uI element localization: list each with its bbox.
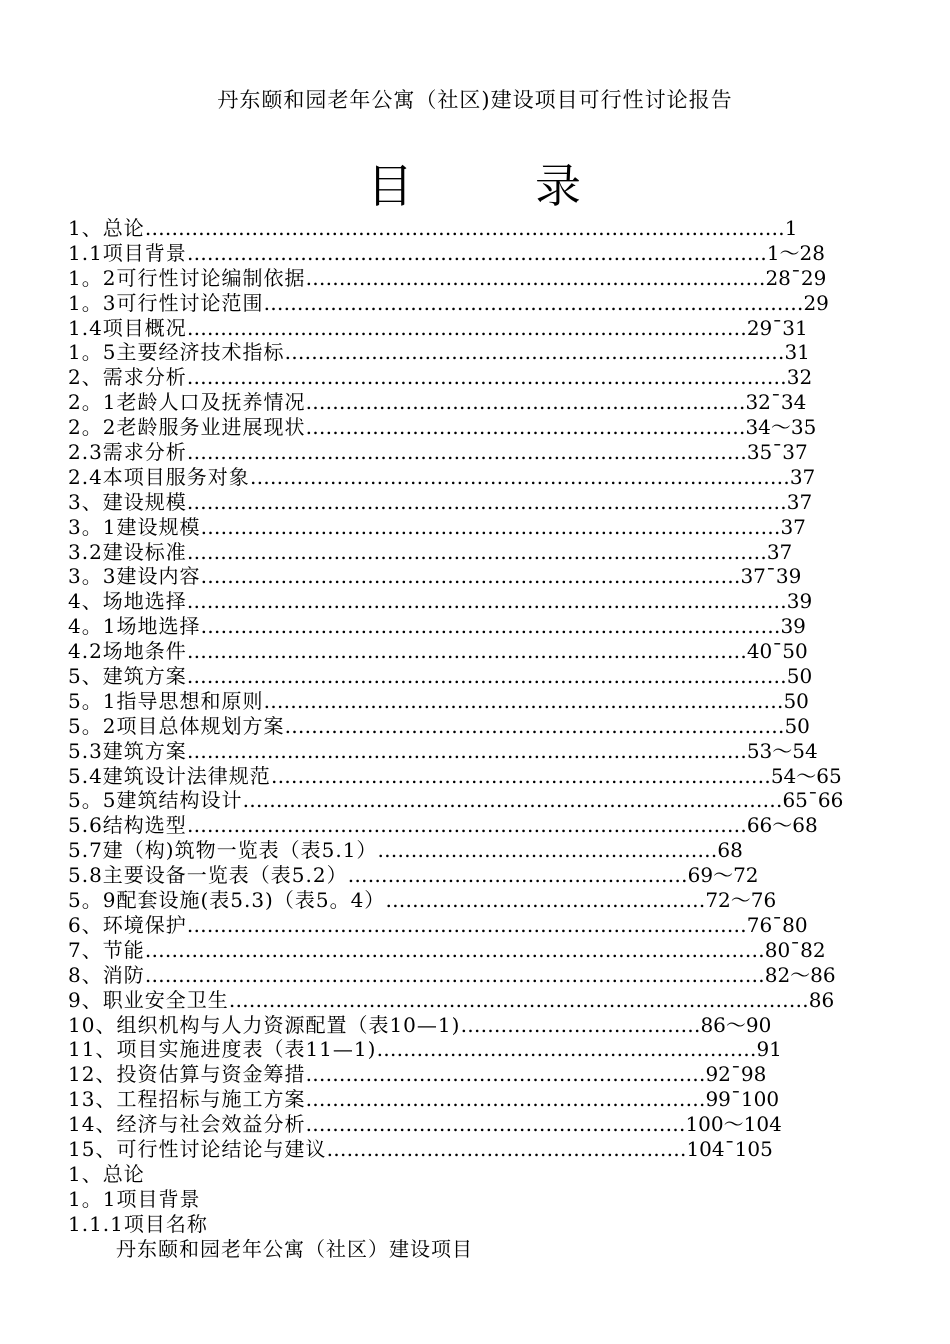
toc-entry-leader: ………………………………………………………………… bbox=[270, 763, 771, 788]
toc-entry[interactable] bbox=[68, 738, 818, 764]
toc-entry[interactable] bbox=[68, 515, 808, 540]
toc-entry-page: 31 bbox=[784, 340, 810, 365]
toc-entry[interactable] bbox=[68, 1013, 808, 1038]
toc-entry-page: 37 bbox=[789, 464, 816, 489]
toc-entry-title: 10、组织机构与人力资源配置（表10—1) bbox=[68, 1012, 461, 1037]
toc-entry-page: 50 bbox=[786, 664, 813, 689]
toc-entry[interactable] bbox=[68, 763, 842, 789]
section-heading-1-1: 1。1项目背景 bbox=[68, 1186, 201, 1211]
toc-entry-title: 1、总论 bbox=[68, 216, 145, 240]
toc-entry-title: 3.2建设标准 bbox=[68, 539, 187, 564]
toc-entry-leader: ………………………………………………………………… bbox=[284, 340, 785, 365]
toc-entry[interactable] bbox=[68, 1112, 808, 1137]
toc-entry-page: 68 bbox=[717, 838, 743, 863]
toc-entry-title: 5、建筑方案 bbox=[68, 664, 187, 689]
toc-entry-page: 66～68 bbox=[746, 813, 818, 838]
toc-entry-title: 5.7建（构)筑物一览表（表5.1） bbox=[68, 838, 378, 863]
toc-entry-title: 1.1项目背景 bbox=[68, 240, 187, 265]
section-heading-1: 1、总论 bbox=[68, 1162, 145, 1186]
toc-entry[interactable] bbox=[68, 863, 808, 888]
toc-entry-leader: ……………………………………………………………………… bbox=[263, 290, 804, 315]
toc-entry-leader: ……………………………………………………………………………… bbox=[186, 664, 787, 689]
toc-entry[interactable] bbox=[68, 689, 808, 714]
toc-entry-page: 29 bbox=[803, 290, 829, 315]
toc-entry-leader: …………………………………………………………… bbox=[305, 265, 766, 290]
toc-entry-title: 3。3建设内容 bbox=[68, 564, 201, 589]
toc-entry[interactable] bbox=[68, 415, 817, 440]
toc-entry-leader: ………………………………………………………………………… bbox=[186, 813, 747, 838]
toc-entry-title: 4.2场地条件 bbox=[68, 639, 187, 664]
toc-entry[interactable] bbox=[68, 937, 826, 963]
toc-entry-page: 37 bbox=[780, 514, 806, 539]
toc-entry-leader: …………………………………………………………………………………… bbox=[144, 216, 785, 240]
toc-entry[interactable] bbox=[68, 464, 816, 490]
toc-entry-page: 104¯105 bbox=[686, 1136, 773, 1161]
toc-entry[interactable] bbox=[68, 838, 808, 863]
toc-entry-page: 86～90 bbox=[700, 1012, 772, 1037]
toc-entry-leader: ………………………………………………… bbox=[376, 1037, 757, 1062]
toc-entry-title: 2、需求分析 bbox=[68, 365, 187, 390]
toc-entry[interactable] bbox=[68, 1137, 808, 1162]
toc-entry-title: 9、职业安全卫生 bbox=[68, 987, 229, 1012]
toc-entry[interactable] bbox=[68, 489, 813, 515]
toc-entry-title: 6、环境保护 bbox=[68, 912, 187, 937]
toc-entry-page: 86 bbox=[808, 987, 835, 1012]
toc-entry[interactable] bbox=[68, 639, 808, 664]
toc-entry-leader: ………………………………………………………… bbox=[305, 415, 746, 440]
toc-title bbox=[0, 150, 950, 216]
toc-entry-page: 1～28 bbox=[766, 240, 825, 265]
toc-entry-page: 28¯29 bbox=[765, 265, 827, 290]
toc-entry-leader: ………………………………………………………………………… bbox=[186, 315, 747, 340]
toc-entry-leader: ……………………………………………………………………… bbox=[200, 564, 741, 589]
toc-entry-leader: ………………………………………… bbox=[385, 888, 706, 913]
toc-entry-leader: ………………………………………………………………………… bbox=[186, 738, 747, 763]
toc-entry-title: 5。2项目总体规划方案 bbox=[68, 713, 285, 738]
toc-entry[interactable] bbox=[68, 1087, 808, 1112]
toc-entry-page: 37¯39 bbox=[740, 564, 802, 589]
toc-entry-title: 1。5主要经济技术指标 bbox=[68, 340, 285, 365]
toc-entry-title: 2。2老龄服务业进展现状 bbox=[68, 415, 306, 440]
toc-entry[interactable] bbox=[68, 987, 835, 1013]
toc-entry-page: 65¯66 bbox=[782, 788, 844, 813]
toc-entry-leader: …………………………………………………… bbox=[305, 1087, 706, 1112]
toc-entry-page: 37 bbox=[766, 539, 793, 564]
toc-entry[interactable] bbox=[68, 240, 825, 266]
toc-entry-title: 2。1老龄人口及抚养情况 bbox=[68, 390, 306, 415]
toc-entry-title: 1。2可行性讨论编制依据 bbox=[68, 265, 306, 290]
toc-entry-page: 72～76 bbox=[705, 888, 777, 913]
toc-entry-page: 32¯34 bbox=[745, 390, 807, 415]
toc-entry[interactable] bbox=[68, 714, 808, 739]
toc-entry-page: 32 bbox=[786, 365, 813, 390]
toc-entry-leader: …………………………………………………………………………… bbox=[228, 987, 809, 1012]
toc-entry-title: 13、工程招标与施工方案 bbox=[68, 1087, 306, 1112]
toc-entry-title: 8、消防 bbox=[68, 962, 145, 987]
toc-entry[interactable] bbox=[68, 540, 808, 565]
toc-entry-title: 15、可行性讨论结论与建议 bbox=[68, 1136, 327, 1161]
toc-entry-leader: ………………………………………………………………………………… bbox=[144, 937, 765, 962]
toc-entry[interactable] bbox=[68, 913, 808, 938]
toc-entry[interactable] bbox=[68, 788, 844, 813]
toc-entry-title: 14、经济与社会效益分析 bbox=[68, 1112, 306, 1137]
toc-entry-leader: ………………………………………………… bbox=[305, 1112, 686, 1137]
toc-entry-title: 3、建设规模 bbox=[68, 489, 187, 514]
toc-entry-page: 53～54 bbox=[746, 738, 818, 763]
project-name-text: 丹东颐和园老年公寓（社区）建设项目 bbox=[116, 1236, 473, 1261]
toc-entry-title: 2.4本项目服务对象 bbox=[68, 464, 250, 489]
toc-entry[interactable] bbox=[68, 888, 808, 913]
toc-entry[interactable] bbox=[68, 1062, 808, 1087]
toc-title-char-1: 目 bbox=[367, 159, 415, 213]
toc-entry-title: 4。1场地选择 bbox=[68, 614, 201, 639]
toc-entry-leader: ……………………………… bbox=[460, 1012, 701, 1037]
toc-entry-page: 100～104 bbox=[685, 1112, 782, 1137]
toc-entry[interactable] bbox=[68, 564, 808, 589]
table-of-contents bbox=[68, 216, 844, 1162]
toc-entry-page: 35¯37 bbox=[746, 440, 808, 465]
toc-entry-title: 1。3可行性讨论范围 bbox=[68, 290, 264, 315]
document-header: 丹东颐和园老年公寓（社区)建设项目可行性讨论报告 bbox=[217, 88, 733, 112]
toc-entry-leader: ………………………………………………………………… bbox=[284, 713, 785, 738]
toc-entry[interactable] bbox=[68, 614, 808, 639]
toc-entry-leader: ………………………………………………………… bbox=[305, 390, 746, 415]
toc-entry-page: 40¯50 bbox=[746, 639, 808, 664]
toc-entry-title: 5.8主要设备一览表（表5.2） bbox=[68, 863, 348, 888]
toc-entry-leader: …………………………………………………… bbox=[305, 1062, 706, 1087]
toc-entry-page: 39 bbox=[780, 614, 806, 639]
toc-entry-page: 34～35 bbox=[745, 415, 817, 440]
toc-entry-title: 5。9配套设施(表5.3)（表5。4） bbox=[68, 888, 386, 913]
toc-entry-title: 5.3建筑方案 bbox=[68, 738, 187, 763]
section-heading-1-1-1: 1.1.1项目名称 bbox=[68, 1211, 208, 1236]
toc-entry[interactable] bbox=[68, 216, 808, 241]
toc-entry-title: 12、投资估算与资金筹措 bbox=[68, 1062, 306, 1087]
toc-entry-title: 5。5建筑结构设计 bbox=[68, 788, 243, 813]
toc-entry-page: 54～65 bbox=[770, 763, 842, 788]
toc-entry-leader: ………………………………………………………………………… bbox=[186, 440, 747, 465]
toc-entry[interactable] bbox=[68, 390, 808, 415]
toc-entry-leader: …………………………………………………………………………… bbox=[200, 514, 781, 539]
toc-entry-title: 11、项目实施进度表（表11—1) bbox=[68, 1037, 377, 1062]
toc-entry-leader: ……………………………………………… bbox=[326, 1136, 687, 1161]
toc-entry-title: 1.4项目概况 bbox=[68, 315, 187, 340]
toc-entry-leader: ……………………………………………………………………………… bbox=[186, 365, 787, 390]
toc-entry[interactable] bbox=[68, 664, 813, 689]
toc-entry-page: 37 bbox=[786, 489, 813, 514]
toc-entry-title: 5。1指导思想和原则 bbox=[68, 688, 264, 713]
toc-entry-leader: ……………………………………………………………………… bbox=[242, 788, 783, 813]
toc-entry-title: 3。1建设规模 bbox=[68, 514, 201, 539]
toc-entry-page: 29¯31 bbox=[746, 315, 808, 340]
toc-entry-page: 50 bbox=[783, 688, 809, 713]
toc-entry-title: 5.6结构选型 bbox=[68, 813, 187, 838]
toc-entry[interactable] bbox=[68, 589, 813, 614]
toc-entry-page: 82～86 bbox=[764, 962, 836, 987]
toc-entry-title: 4、场地选择 bbox=[68, 589, 187, 614]
toc-entry-page: 1 bbox=[784, 216, 798, 240]
toc-entry-leader: …………………………………………… bbox=[377, 838, 718, 863]
toc-entry-page: 91 bbox=[756, 1037, 782, 1062]
toc-entry-leader: ………………………………………………………………………………… bbox=[144, 962, 765, 987]
toc-entry[interactable] bbox=[68, 813, 818, 838]
toc-entry-page: 76¯80 bbox=[746, 912, 808, 937]
toc-entry[interactable] bbox=[68, 340, 808, 365]
toc-entry-page: 92¯98 bbox=[705, 1062, 767, 1087]
toc-entry-leader: ………………………………………………………………………… bbox=[186, 639, 747, 664]
toc-entry-page: 39 bbox=[786, 589, 813, 614]
toc-entry[interactable] bbox=[68, 1037, 808, 1062]
toc-entry-title: 5.4建筑设计法律规范 bbox=[68, 763, 271, 788]
toc-entry[interactable] bbox=[68, 962, 836, 988]
toc-entry[interactable] bbox=[68, 265, 827, 291]
toc-entry-leader: …………………………………………………………………………… bbox=[186, 539, 767, 564]
toc-entry-leader: ……………………………………………………………………………… bbox=[186, 489, 787, 514]
toc-entry[interactable] bbox=[68, 440, 808, 465]
toc-entry-leader: …………………………………………………………………………… bbox=[200, 614, 781, 639]
toc-entry-leader: …………………………………………………………………………… bbox=[186, 240, 767, 265]
toc-entry-page: 50 bbox=[784, 713, 810, 738]
toc-entry-page: 80¯82 bbox=[764, 937, 826, 962]
toc-entry[interactable] bbox=[68, 365, 813, 390]
toc-entry-page: 69～72 bbox=[687, 863, 759, 888]
toc-entry-leader: ……………………………………………………………………… bbox=[249, 464, 790, 489]
toc-title-char-2: 录 bbox=[535, 159, 583, 213]
toc-entry[interactable] bbox=[68, 290, 829, 316]
toc-entry-leader: …………………………………………………………………… bbox=[263, 688, 784, 713]
toc-entry-title: 7、节能 bbox=[68, 937, 145, 962]
body-text bbox=[68, 1162, 868, 1262]
toc-entry-title: 2.3需求分析 bbox=[68, 440, 187, 465]
toc-entry-page: 99¯100 bbox=[705, 1087, 780, 1112]
toc-entry-leader: …………………………………………… bbox=[347, 863, 688, 888]
toc-entry-leader: ……………………………………………………………………………… bbox=[186, 589, 787, 614]
toc-entry[interactable] bbox=[68, 316, 808, 341]
toc-entry-leader: ………………………………………………………………………… bbox=[186, 912, 747, 937]
